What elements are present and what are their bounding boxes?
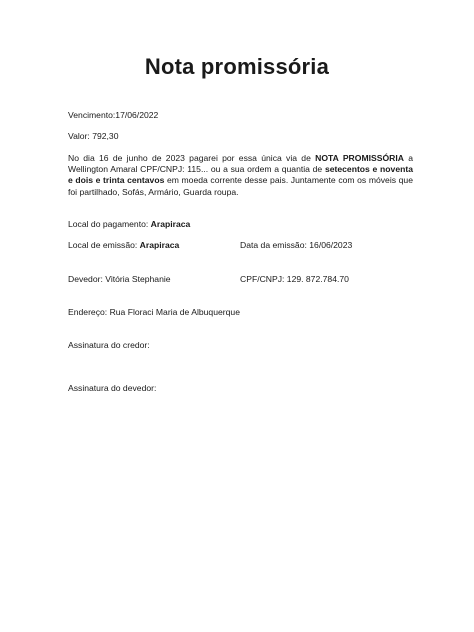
local-emissao-value: Arapiraca [139,240,180,250]
assinatura-credor: Assinatura do credor: [68,340,150,350]
valor-line: Valor: 792,30 [68,131,119,141]
assinatura-devedor: Assinatura do devedor: [68,383,157,393]
local-pagamento-value: Arapiraca [150,219,191,229]
data-emissao: Data da emissão: 16/06/2023 [240,240,353,250]
local-pagamento-line [68,219,190,229]
local-emissao-label: Local de emissão: [68,240,140,250]
paragraph-bold-2: setecentos e noventa e dois e trinta centavos [68,164,413,186]
document-title: Nota promissória [144,54,330,79]
vencimento-line: Vencimento:17/06/2022 [68,110,159,120]
local-pagamento-label: Local do pagamento: [68,219,151,229]
paragraph-text-3: em moeda corrente desse pais. Juntamente com os móveis que foi partilhado, Sofás, Armário, Guarda roupa. [68,175,413,197]
endereco-line: Endereço: Rua Floraci Maria de Albuquerque [68,307,240,317]
local-emissao-line [68,240,179,250]
paragraph-bold-1: NOTA PROMISSÓRIA [315,153,404,163]
paragraph-text-2: a Wellington Amaral CPF/CNPJ: 115... ou a sua ordem a quantia de [68,153,413,175]
promissory-paragraph [68,153,413,198]
paragraph-text-1: No dia 16 de junho de 2023 pagarei por essa única via de [68,153,316,163]
cpf-cnpj: CPF/CNPJ: 129. 872.784.70 [240,274,349,284]
devedor-line: Devedor: Vitória Stephanie [68,274,171,284]
